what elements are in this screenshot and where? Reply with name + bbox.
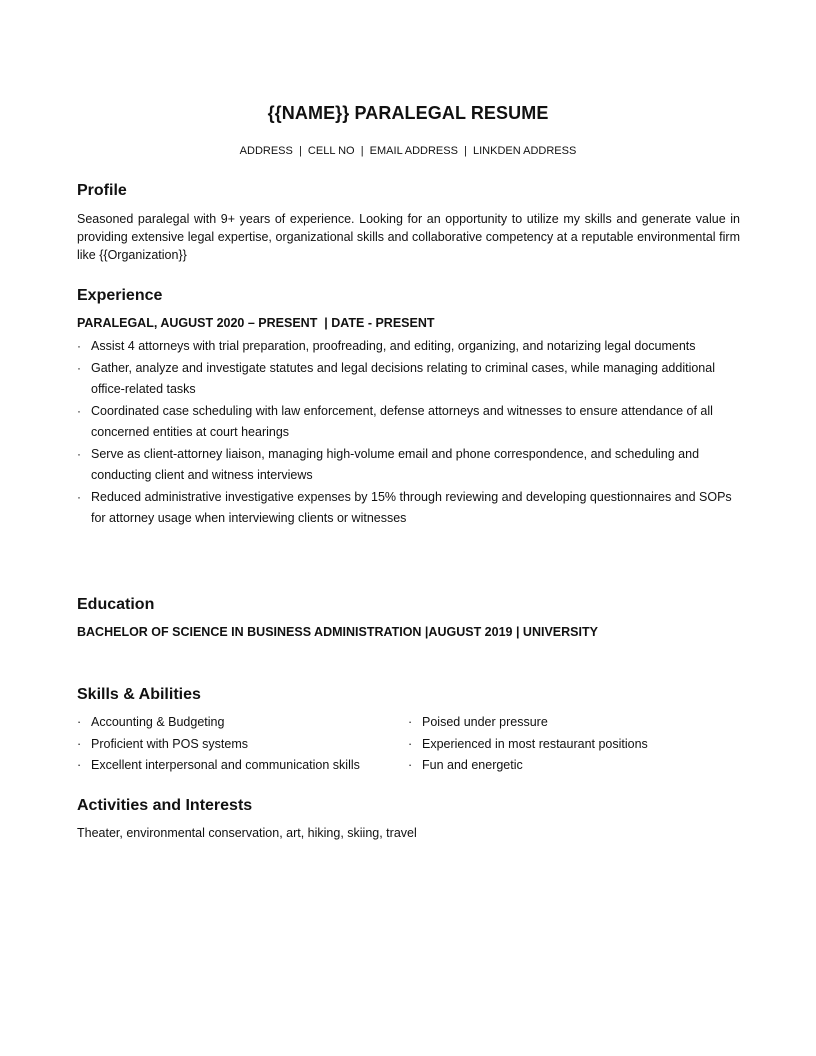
experience-bullet-list xyxy=(77,336,747,530)
bullet-dot: · xyxy=(77,446,81,461)
profile-heading: Profile xyxy=(77,182,127,199)
degree-line: BACHELOR OF SCIENCE IN BUSINESS ADMINISTRATION |AUGUST 2019 | UNIVERSITY xyxy=(77,625,598,639)
skills-left-list xyxy=(77,712,360,777)
bullet-dot: · xyxy=(408,715,413,729)
list-item: · Experienced in most restaurant positions xyxy=(408,734,648,756)
bullet-dot: · xyxy=(77,403,81,418)
list-item: · Poised under pressure xyxy=(408,712,648,734)
activities-heading: Activities and Interests xyxy=(77,797,253,814)
bullet-dot: · xyxy=(408,758,413,772)
activities-text: Theater, environmental conservation, art, hiking, skiing, travel xyxy=(77,826,417,840)
bullet-dot: · xyxy=(408,736,413,751)
list-item: · Excellent interpersonal and communication skills xyxy=(77,755,360,777)
list-item: · Gather, analyze and investigate statutes and legal decisions relating to criminal cases, while managing additional office-related tasks xyxy=(77,358,747,401)
list-item: · Serve as client-attorney liaison, managing high-volume email and phone correspondence, and scheduling and conducting client and witness interviews xyxy=(77,444,747,487)
job-title-line: PARALEGAL, AUGUST 2020 – PRESENT | DATE - PRESENT xyxy=(77,316,435,330)
list-item: · Accounting & Budgeting xyxy=(77,712,360,734)
list-item: · Proficient with POS systems xyxy=(77,734,360,756)
profile-text: Seasoned paralegal with 9+ years of experience. Looking for an opportunity to utilize my skills and generate value in providing extensive legal expertise, organizational skills and collaborative competency at a reputable environmental firm like {{Organization}} xyxy=(77,212,740,262)
bullet-dot: · xyxy=(77,339,81,353)
experience-heading: Experience xyxy=(77,287,163,304)
bullet-dot: · xyxy=(77,360,81,375)
skills-heading: Skills & Abilities xyxy=(77,686,201,703)
list-item: · Assist 4 attorneys with trial preparation, proofreading, and editing, organizing, and notarizing legal documents xyxy=(77,336,747,358)
list-item: · Reduced administrative investigative expenses by 15% through reviewing and developing questionnaires and SOPs for attorney usage when interviewing clients or witnesses xyxy=(77,487,747,530)
list-item: · Coordinated case scheduling with law enforcement, defense attorneys and witnesses to ensure attendance of all concerned entities at court hearings xyxy=(77,401,747,444)
bullet-dot: · xyxy=(77,758,82,772)
bullet-dot: · xyxy=(77,489,81,504)
skills-right-list xyxy=(408,712,648,777)
bullet-dot: · xyxy=(77,736,82,751)
education-heading: Education xyxy=(77,596,155,613)
bullet-dot: · xyxy=(77,715,82,729)
list-item: · Fun and energetic xyxy=(408,755,648,777)
contact-line: ADDRESS | CELL NO | EMAIL ADDRESS | LINKDEN ADDRESS xyxy=(239,145,577,157)
resume-title: {{NAME}} PARALEGAL RESUME xyxy=(267,103,549,123)
